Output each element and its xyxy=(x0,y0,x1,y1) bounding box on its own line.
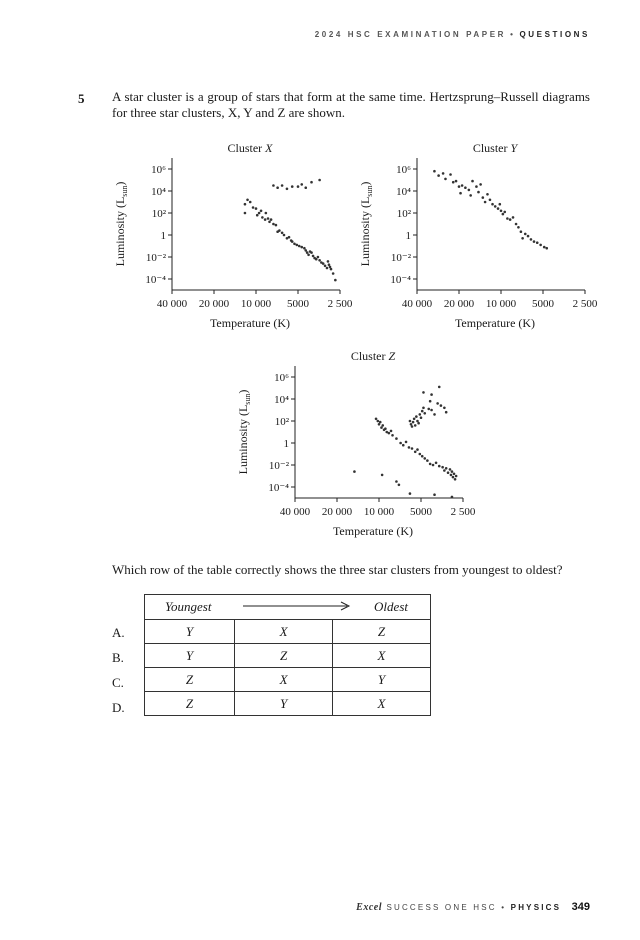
x-tick-label: 20 000 xyxy=(198,298,230,310)
table-row xyxy=(145,620,431,644)
data-point xyxy=(482,196,485,199)
data-point xyxy=(310,181,313,184)
data-point xyxy=(252,206,255,209)
x-axis-label: Temperature (K) xyxy=(332,524,414,538)
data-point xyxy=(281,232,284,235)
data-point xyxy=(435,462,438,465)
data-point xyxy=(447,471,450,474)
table-cell: X xyxy=(333,644,431,668)
oldest-label: Oldest xyxy=(374,599,408,614)
data-point xyxy=(296,244,299,247)
x-axis-label: Temperature (K) xyxy=(454,316,536,330)
data-point xyxy=(443,469,446,472)
data-point xyxy=(521,237,524,240)
data-point xyxy=(326,267,329,270)
data-point xyxy=(445,411,448,414)
data-point xyxy=(450,474,453,477)
y-tick-label: 10⁻⁴ xyxy=(145,274,166,286)
y-axis-label: Luminosity $(L_{sun})$ xyxy=(113,181,129,267)
option-d-label: D. xyxy=(112,700,125,715)
footer-series: SUCCESS ONE HSC xyxy=(386,903,497,912)
data-point xyxy=(419,413,422,416)
data-point xyxy=(318,259,321,262)
y-tick-label: 10⁻² xyxy=(145,252,166,264)
data-point xyxy=(433,170,436,173)
data-point xyxy=(533,240,536,243)
x-tick-label: 40 000 xyxy=(156,298,188,310)
data-point xyxy=(258,212,261,215)
data-point xyxy=(502,213,505,216)
data-point xyxy=(422,407,425,410)
table-cell: Y xyxy=(145,620,235,644)
data-point xyxy=(300,183,303,186)
data-point xyxy=(307,254,310,257)
data-point xyxy=(255,207,258,210)
data-point xyxy=(408,446,411,449)
data-point xyxy=(430,393,433,396)
data-point xyxy=(381,474,384,477)
data-point xyxy=(433,413,436,416)
table-cell: X xyxy=(235,620,333,644)
table-cell: Z xyxy=(333,620,431,644)
data-point xyxy=(515,223,518,226)
data-point xyxy=(527,235,530,238)
data-point xyxy=(409,492,412,495)
data-point xyxy=(286,188,289,191)
data-point xyxy=(391,434,394,437)
table-row xyxy=(145,644,431,668)
x-tick-label: 10 000 xyxy=(240,298,272,310)
data-point xyxy=(375,418,378,421)
y-axis-label: Luminosity $(L_{sun})$ xyxy=(236,389,252,475)
data-point xyxy=(499,203,502,206)
option-c-label: C. xyxy=(112,675,124,690)
data-point xyxy=(378,423,381,426)
data-point xyxy=(327,260,330,263)
data-point xyxy=(436,402,439,405)
data-point xyxy=(304,249,307,252)
data-point xyxy=(484,201,487,204)
data-point xyxy=(429,400,432,403)
data-point xyxy=(405,441,408,444)
footer-brand: Excel xyxy=(356,902,382,913)
data-point xyxy=(293,243,296,246)
page-header xyxy=(315,30,590,39)
data-point xyxy=(395,480,398,483)
data-point xyxy=(524,233,527,236)
y-tick-label: 10⁶ xyxy=(274,372,289,384)
data-point xyxy=(246,199,249,202)
data-point xyxy=(433,493,436,496)
header-bullet: • xyxy=(510,30,516,39)
data-point xyxy=(452,181,455,184)
hr-chart-svg xyxy=(355,140,598,340)
data-point xyxy=(324,265,327,268)
data-point xyxy=(260,210,263,213)
table-row xyxy=(145,668,431,692)
data-point xyxy=(442,172,445,175)
data-point xyxy=(283,234,286,237)
data-point xyxy=(334,279,337,282)
youngest-label: Youngest xyxy=(165,599,212,614)
data-point xyxy=(291,185,294,188)
data-point xyxy=(520,230,523,233)
data-point xyxy=(416,420,419,423)
data-point xyxy=(264,218,267,221)
y-tick-label: 10⁴ xyxy=(151,186,166,198)
data-point xyxy=(449,173,452,176)
y-tick-label: 10⁻² xyxy=(268,460,289,472)
data-point xyxy=(377,420,380,423)
data-point xyxy=(452,476,455,479)
data-point xyxy=(270,218,273,221)
data-point xyxy=(530,238,533,241)
data-point xyxy=(272,223,275,226)
data-point xyxy=(417,422,420,425)
data-point xyxy=(379,421,382,424)
data-point xyxy=(517,226,520,229)
y-tick-label: 10² xyxy=(274,416,289,428)
data-point xyxy=(318,179,321,182)
data-point xyxy=(281,184,284,187)
data-point xyxy=(426,459,429,462)
data-point xyxy=(300,246,303,249)
data-point xyxy=(421,455,424,458)
x-axis-label: Temperature (K) xyxy=(209,316,291,330)
y-tick-label: 1 xyxy=(405,230,411,242)
x-tick-label: 5000 xyxy=(287,298,309,310)
x-tick-label: 20 000 xyxy=(321,506,353,518)
table-header xyxy=(145,595,431,620)
data-point xyxy=(430,409,433,412)
data-point xyxy=(332,272,335,275)
data-point xyxy=(453,473,456,476)
table-cell: Z xyxy=(145,692,235,716)
exam-title: 2024 HSC EXAMINATION PAPER xyxy=(314,30,507,39)
y-tick-label: 10⁻² xyxy=(390,252,411,264)
table-row xyxy=(145,692,431,716)
data-point xyxy=(414,451,417,454)
data-point xyxy=(494,205,497,208)
data-point xyxy=(381,424,384,427)
footer-bullet: • xyxy=(501,903,511,912)
table-cell: Y xyxy=(145,644,235,668)
data-point xyxy=(419,453,422,456)
data-point xyxy=(416,448,419,451)
data-point xyxy=(306,251,309,254)
table-cell: Z xyxy=(235,644,333,668)
chart-title: Cluster Y xyxy=(472,141,518,155)
table-cell: X xyxy=(235,668,333,692)
data-point xyxy=(399,442,402,445)
data-point xyxy=(297,185,300,188)
hr-diagram-cluster-z xyxy=(233,348,476,548)
data-point xyxy=(461,184,464,187)
table-cell: Y xyxy=(333,668,431,692)
option-a-label: A. xyxy=(112,625,125,640)
chart-title: Cluster Z xyxy=(350,349,396,363)
data-point xyxy=(276,186,279,189)
data-point xyxy=(491,203,494,206)
data-point xyxy=(244,203,247,206)
data-point xyxy=(395,437,398,440)
y-tick-label: 1 xyxy=(160,230,166,242)
data-point xyxy=(304,186,307,189)
data-point xyxy=(458,185,461,188)
x-tick-label: 40 000 xyxy=(401,298,433,310)
data-point xyxy=(469,194,472,197)
data-point xyxy=(390,430,393,433)
data-point xyxy=(539,244,542,247)
data-point xyxy=(384,427,387,430)
y-tick-label: 1 xyxy=(283,438,289,450)
data-point xyxy=(438,465,441,468)
data-point xyxy=(413,418,416,421)
table-cell: X xyxy=(333,692,431,716)
data-point xyxy=(268,221,271,224)
data-point xyxy=(451,496,454,499)
y-tick-label: 10⁶ xyxy=(396,164,411,176)
table-cell: Y xyxy=(235,692,333,716)
y-tick-label: 10⁻⁴ xyxy=(268,482,289,494)
data-point xyxy=(353,470,356,473)
data-point xyxy=(298,245,301,248)
footer-subject: PHYSICS xyxy=(510,903,562,912)
data-point xyxy=(409,420,412,423)
y-tick-label: 10⁴ xyxy=(274,394,289,406)
data-point xyxy=(423,412,426,415)
data-point xyxy=(486,193,489,196)
data-point xyxy=(422,391,425,394)
data-point xyxy=(330,268,333,271)
data-point xyxy=(454,478,457,481)
data-point xyxy=(267,217,270,220)
y-tick-label: 10² xyxy=(396,208,411,220)
hr-chart-svg xyxy=(110,140,353,340)
page-footer xyxy=(356,901,590,913)
data-point xyxy=(412,421,415,424)
chart-title: Cluster X xyxy=(227,141,273,155)
y-tick-label: 10² xyxy=(151,208,166,220)
data-point xyxy=(414,424,417,427)
data-point xyxy=(455,180,458,183)
data-point xyxy=(303,247,306,250)
x-tick-label: 40 000 xyxy=(279,506,311,518)
data-point xyxy=(500,210,503,213)
data-point xyxy=(438,386,441,389)
data-point xyxy=(275,224,278,227)
data-point xyxy=(445,467,448,470)
data-point xyxy=(475,185,478,188)
data-point xyxy=(449,468,452,471)
x-tick-label: 2 500 xyxy=(450,506,476,518)
question-stem: A star cluster is a group of stars that form at the same time. Hertzsprung–Russell diagrams for three star clusters, X, Y and Z are shown. xyxy=(112,89,590,120)
data-point xyxy=(497,207,500,210)
data-point xyxy=(429,463,432,466)
data-point xyxy=(310,251,313,254)
x-tick-label: 10 000 xyxy=(485,298,517,310)
section-title: QUESTIONS xyxy=(519,30,590,39)
x-tick-label: 5000 xyxy=(532,298,554,310)
data-point xyxy=(398,484,401,487)
data-point xyxy=(402,444,405,447)
data-point xyxy=(380,426,383,429)
data-point xyxy=(455,475,458,478)
data-point xyxy=(437,174,440,177)
page-number: 349 xyxy=(571,901,590,913)
data-point xyxy=(411,447,414,450)
option-b-label: B. xyxy=(112,650,124,665)
data-point xyxy=(503,211,506,214)
data-point xyxy=(506,217,509,220)
data-point xyxy=(512,216,515,219)
question-number: 5 xyxy=(78,91,85,106)
data-point xyxy=(291,240,294,243)
y-axis-label: Luminosity $(L_{sun})$ xyxy=(358,181,374,267)
data-point xyxy=(423,457,426,460)
data-point xyxy=(288,236,291,239)
x-tick-label: 2 500 xyxy=(572,298,598,310)
table-cell: Z xyxy=(145,668,235,692)
answer-table xyxy=(144,594,431,716)
data-point xyxy=(479,183,482,186)
data-point xyxy=(244,212,247,215)
data-point xyxy=(427,408,430,411)
x-tick-label: 20 000 xyxy=(443,298,475,310)
y-tick-label: 10⁴ xyxy=(396,186,411,198)
question-prompt: Which row of the table correctly shows the three star clusters from youngest to oldest? xyxy=(112,562,563,577)
data-point xyxy=(388,432,391,435)
data-point xyxy=(421,410,424,413)
data-point xyxy=(477,191,480,194)
data-point xyxy=(317,256,320,259)
data-point xyxy=(489,199,492,202)
y-tick-label: 10⁻⁴ xyxy=(390,274,411,286)
data-point xyxy=(468,189,471,192)
data-point xyxy=(312,255,315,258)
data-point xyxy=(441,466,444,469)
data-point xyxy=(545,247,548,250)
data-point xyxy=(278,229,281,232)
data-point xyxy=(315,258,318,261)
data-point xyxy=(464,186,467,189)
data-point xyxy=(420,416,423,419)
data-point xyxy=(543,246,546,249)
data-point xyxy=(432,464,435,467)
hr-diagram-cluster-x xyxy=(110,140,353,340)
x-tick-label: 2 500 xyxy=(327,298,353,310)
x-tick-label: 5000 xyxy=(410,506,432,518)
data-point xyxy=(536,241,539,244)
data-point xyxy=(272,184,275,187)
x-tick-label: 10 000 xyxy=(363,506,395,518)
data-point xyxy=(249,201,252,204)
data-point xyxy=(411,425,414,428)
data-point xyxy=(471,180,474,183)
table-header-row xyxy=(145,595,431,620)
arrow-right-icon xyxy=(243,600,353,612)
hr-chart-svg xyxy=(233,348,476,548)
data-point xyxy=(322,262,325,265)
y-tick-label: 10⁶ xyxy=(151,164,166,176)
data-point xyxy=(256,214,259,217)
data-point xyxy=(451,470,454,473)
data-point xyxy=(440,404,443,407)
data-point xyxy=(443,407,446,410)
data-point xyxy=(444,178,447,181)
hr-diagram-cluster-y xyxy=(355,140,598,340)
data-point xyxy=(415,415,418,418)
data-point xyxy=(509,218,512,221)
data-point xyxy=(265,212,268,215)
data-point xyxy=(459,192,462,195)
data-point xyxy=(261,216,264,219)
